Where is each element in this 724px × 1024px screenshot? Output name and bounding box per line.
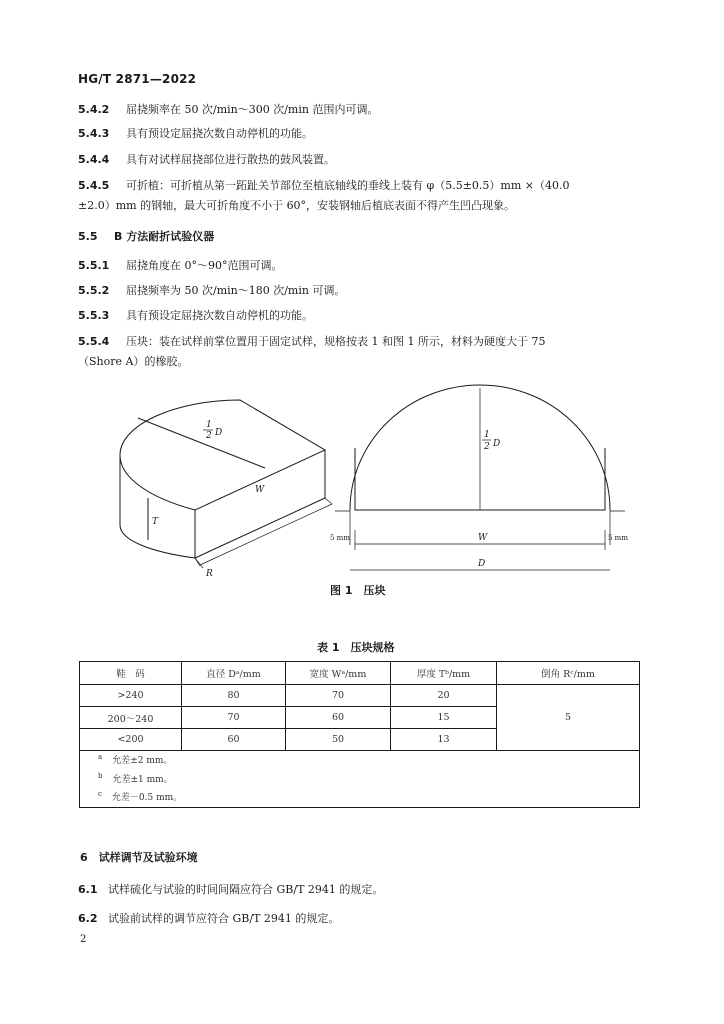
- table-caption: 表 1 压块规格: [317, 641, 395, 654]
- paragraph-5-4-5-continued: ±2.0）mm 的钢轴，最大可折角度不小于 60°，安装钢轴后植底表面不得产生凹凸现象。: [78, 199, 516, 212]
- block-top-face: [120, 400, 325, 510]
- clause-text: 可折植：可折植从第一跖趾关节部位至植底轴线的垂线上装有 φ（5.5±0.5）mm ×（40.0: [126, 179, 570, 192]
- paragraph-5-4-5: [78, 176, 569, 196]
- label-5mm-right: 5 mm: [608, 534, 628, 542]
- cell-width: 60: [286, 707, 391, 729]
- clause-number: 5.5.3: [78, 309, 110, 322]
- cell-diameter: 70: [182, 707, 286, 729]
- standard-number-header: HG/T 2871—2022: [78, 72, 197, 86]
- clause-number: 5.4.3: [78, 127, 110, 140]
- clause-number: 5.4.4: [78, 153, 110, 166]
- page-number: 2: [80, 934, 87, 945]
- table-note-c: $^c$ 允差－0.5 mm。: [98, 790, 183, 803]
- cell-size: >240: [80, 685, 182, 707]
- cell-width: 70: [286, 685, 391, 707]
- clause-number: 5.5.2: [78, 284, 110, 297]
- figure-caption: 图 1 压块: [330, 584, 386, 597]
- label-5mm-left: 5 mm: [330, 534, 350, 542]
- clause-number: 5.5.4: [78, 335, 110, 348]
- header-thickness: 厚度 Tᵇ/mm: [391, 662, 497, 685]
- clause-text: 屈挠频率为 50 次/min～180 次/min 可调。: [126, 284, 346, 297]
- front-label-half-den: 2: [484, 442, 490, 452]
- label-half-num: 1: [206, 420, 212, 430]
- table-note-a: $^a$ 允差±2 mm。: [98, 753, 173, 766]
- cell-diameter: 80: [182, 685, 286, 707]
- clause-text: 压块：装在试样前掌位置用于固定试样，规格按表 1 和图 1 所示，材料为硬度大于 75: [126, 335, 546, 348]
- paragraph-5-4-2: [78, 100, 378, 120]
- cell-size: <200: [80, 729, 182, 751]
- isometric-view: [120, 400, 332, 568]
- section-title: B 方法耐折试验仪器: [114, 230, 215, 243]
- label-w-iso: W: [255, 485, 265, 495]
- clause-number: 6.1: [78, 883, 98, 896]
- front-label-d-top: D: [493, 439, 501, 449]
- spec-table: [79, 661, 640, 751]
- cell-size: 200～240: [80, 707, 182, 729]
- label-r: R: [206, 569, 213, 579]
- front-label-d: D: [478, 559, 486, 569]
- cell-width: 50: [286, 729, 391, 751]
- cell-thickness: 13: [391, 729, 497, 751]
- half-diameter-line: [138, 418, 265, 468]
- paragraph-5-5-2: [78, 281, 345, 301]
- clause-text: 屈挠角度在 0°～90°范围可调。: [126, 259, 283, 272]
- paragraph-6-1: [78, 880, 383, 900]
- cell-thickness: 15: [391, 707, 497, 729]
- clause-number: 6.2: [78, 912, 98, 925]
- paragraph-6-2: [78, 909, 339, 929]
- paragraph-5-5-4-continued: （Shore A）的橡胶。: [78, 355, 189, 368]
- label-d-top: D: [215, 428, 223, 438]
- table-note-b: $^b$ 允差±1 mm。: [98, 772, 173, 785]
- section-6-heading: 6 试样调节及试验环境: [80, 851, 198, 864]
- label-t: T: [152, 517, 159, 527]
- clause-text: 屈挠频率在 50 次/min～300 次/min 范围内可调。: [126, 103, 379, 116]
- width-dimension: [200, 504, 332, 565]
- paragraph-5-5-1: [78, 256, 283, 276]
- label-half-den: 2: [206, 431, 212, 441]
- section-5-5-heading: [78, 227, 214, 247]
- cell-thickness: 20: [391, 685, 497, 707]
- header-width: 宽度 Wᵃ/mm: [286, 662, 391, 685]
- header-chamfer: 倒角 Rᶜ/mm: [497, 662, 640, 685]
- paragraph-5-5-4: [78, 332, 545, 352]
- cell-diameter: 60: [182, 729, 286, 751]
- clause-number: 5.4.5: [78, 179, 110, 192]
- paragraph-5-5-3: [78, 306, 313, 326]
- paragraph-5-4-3: [78, 124, 313, 144]
- table-notes: [79, 745, 640, 808]
- paragraph-5-4-4: [78, 150, 335, 170]
- clause-text: 具有预设定屈挠次数自动停机的功能。: [126, 309, 313, 322]
- section-number: 5.5: [78, 230, 98, 243]
- clause-text: 试验前试样的调节应符合 GB/T 2941 的规定。: [108, 912, 340, 925]
- figure-pressing-block: [100, 380, 640, 580]
- header-shoe-size: 鞋 码: [80, 662, 182, 685]
- front-label-w: W: [478, 533, 488, 543]
- clause-number: 5.5.1: [78, 259, 110, 272]
- clause-text: 试样硫化与试验的时间间隔应符合 GB/T 2941 的规定。: [108, 883, 384, 896]
- clause-text: 具有预设定屈挠次数自动停机的功能。: [126, 127, 313, 140]
- front-label-half-num: 1: [484, 430, 490, 440]
- radius-leader: [195, 558, 203, 568]
- cell-chamfer-merged: 5: [497, 685, 640, 751]
- clause-text: 具有对试样屈挠部位进行散热的鼓风装置。: [126, 153, 335, 166]
- clause-number: 5.4.2: [78, 103, 110, 116]
- header-diameter: 直径 Dᵃ/mm: [182, 662, 286, 685]
- table-header-row: [80, 662, 640, 685]
- table-row: [80, 685, 640, 707]
